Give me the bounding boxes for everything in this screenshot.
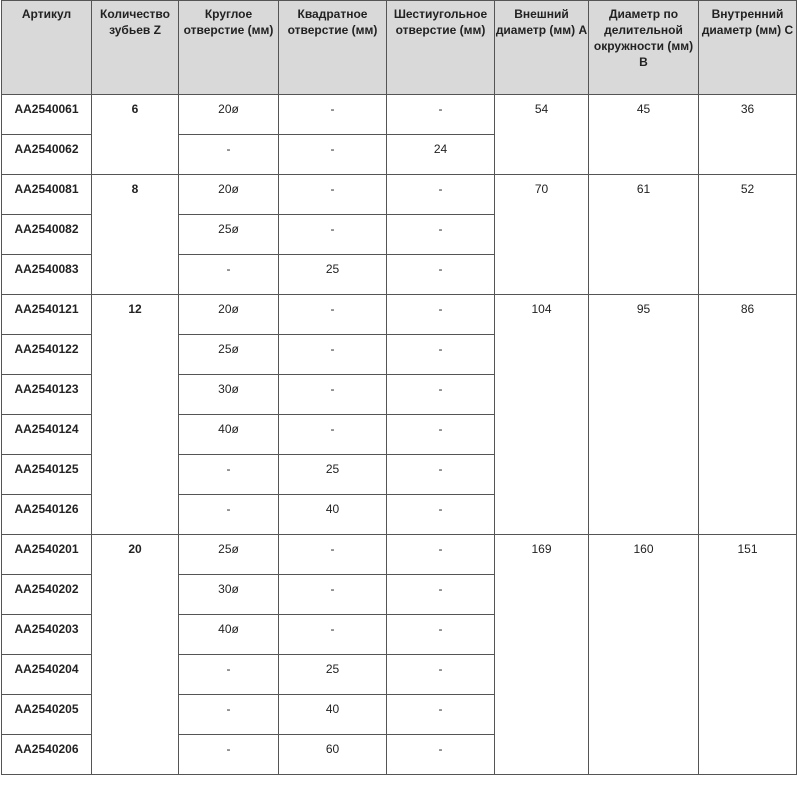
round-bore-cell: 20ø [179,175,279,215]
header-row [2,1,797,95]
square-bore-cell: - [279,615,387,655]
article-cell: AA2540125 [2,455,92,495]
hex-bore-cell: - [387,535,495,575]
hex-bore-cell: - [387,95,495,135]
article-cell: AA2540202 [2,575,92,615]
hex-bore-cell: - [387,415,495,455]
outer-diameter-cell: 169 [495,535,589,775]
hex-bore-cell: - [387,215,495,255]
hex-bore-cell: - [387,655,495,695]
round-bore-cell: 30ø [179,575,279,615]
round-bore-cell: 25ø [179,335,279,375]
hex-bore-cell: - [387,575,495,615]
hex-bore-cell: - [387,335,495,375]
round-bore-cell: 40ø [179,615,279,655]
round-bore-cell: 20ø [179,95,279,135]
round-bore-cell: 20ø [179,295,279,335]
square-bore-cell: 25 [279,255,387,295]
square-bore-cell: - [279,575,387,615]
table-row [2,95,797,135]
square-bore-cell: - [279,95,387,135]
hex-bore-cell: - [387,495,495,535]
article-cell: AA2540081 [2,175,92,215]
hex-bore-cell: - [387,295,495,335]
header-square-bore: Квадратное отверстие (мм) [279,1,387,95]
square-bore-cell: 40 [279,695,387,735]
pitch-diameter-cell: 95 [589,295,699,535]
article-cell: AA2540203 [2,615,92,655]
round-bore-cell: 40ø [179,415,279,455]
hex-bore-cell: - [387,255,495,295]
round-bore-cell: - [179,695,279,735]
inner-diameter-cell: 36 [699,95,797,175]
header-inner-diameter: Внутренний диаметр (мм) C [699,1,797,95]
sprocket-spec-table [1,0,797,775]
article-cell: AA2540083 [2,255,92,295]
square-bore-cell: - [279,415,387,455]
square-bore-cell: 25 [279,455,387,495]
round-bore-cell: 25ø [179,215,279,255]
article-cell: AA2540205 [2,695,92,735]
article-cell: AA2540201 [2,535,92,575]
header-teeth: Количество зубьев Z [92,1,179,95]
outer-diameter-cell: 70 [495,175,589,295]
hex-bore-cell: - [387,455,495,495]
article-cell: AA2540126 [2,495,92,535]
header-round-bore: Круглое отверстие (мм) [179,1,279,95]
square-bore-cell: 25 [279,655,387,695]
pitch-diameter-cell: 45 [589,95,699,175]
header-outer-diameter: Внешний диаметр (мм) A [495,1,589,95]
hex-bore-cell: 24 [387,135,495,175]
article-cell: AA2540123 [2,375,92,415]
round-bore-cell: - [179,735,279,775]
round-bore-cell: - [179,135,279,175]
round-bore-cell: 25ø [179,535,279,575]
table-row [2,175,797,215]
article-cell: AA2540124 [2,415,92,455]
article-cell: AA2540121 [2,295,92,335]
table-row [2,295,797,335]
article-cell: AA2540062 [2,135,92,175]
outer-diameter-cell: 104 [495,295,589,535]
header-article: Артикул [2,1,92,95]
pitch-diameter-cell: 61 [589,175,699,295]
round-bore-cell: - [179,495,279,535]
square-bore-cell: - [279,335,387,375]
round-bore-cell: 30ø [179,375,279,415]
hex-bore-cell: - [387,375,495,415]
inner-diameter-cell: 86 [699,295,797,535]
table-body [2,95,797,775]
article-cell: AA2540061 [2,95,92,135]
teeth-count-cell: 20 [92,535,179,775]
table-header [2,1,797,95]
header-pitch-diameter: Диаметр по делительной окружности (мм) B [589,1,699,95]
article-cell: AA2540122 [2,335,92,375]
inner-diameter-cell: 52 [699,175,797,295]
hex-bore-cell: - [387,175,495,215]
square-bore-cell: - [279,135,387,175]
hex-bore-cell: - [387,695,495,735]
square-bore-cell: - [279,215,387,255]
pitch-diameter-cell: 160 [589,535,699,775]
square-bore-cell: 40 [279,495,387,535]
article-cell: AA2540206 [2,735,92,775]
teeth-count-cell: 12 [92,295,179,535]
hex-bore-cell: - [387,735,495,775]
square-bore-cell: - [279,375,387,415]
hex-bore-cell: - [387,615,495,655]
article-cell: AA2540082 [2,215,92,255]
teeth-count-cell: 6 [92,95,179,175]
table-row [2,535,797,575]
teeth-count-cell: 8 [92,175,179,295]
article-cell: AA2540204 [2,655,92,695]
round-bore-cell: - [179,455,279,495]
square-bore-cell: 60 [279,735,387,775]
square-bore-cell: - [279,295,387,335]
round-bore-cell: - [179,655,279,695]
outer-diameter-cell: 54 [495,95,589,175]
inner-diameter-cell: 151 [699,535,797,775]
square-bore-cell: - [279,175,387,215]
header-hex-bore: Шестиугольное отверстие (мм) [387,1,495,95]
round-bore-cell: - [179,255,279,295]
square-bore-cell: - [279,535,387,575]
